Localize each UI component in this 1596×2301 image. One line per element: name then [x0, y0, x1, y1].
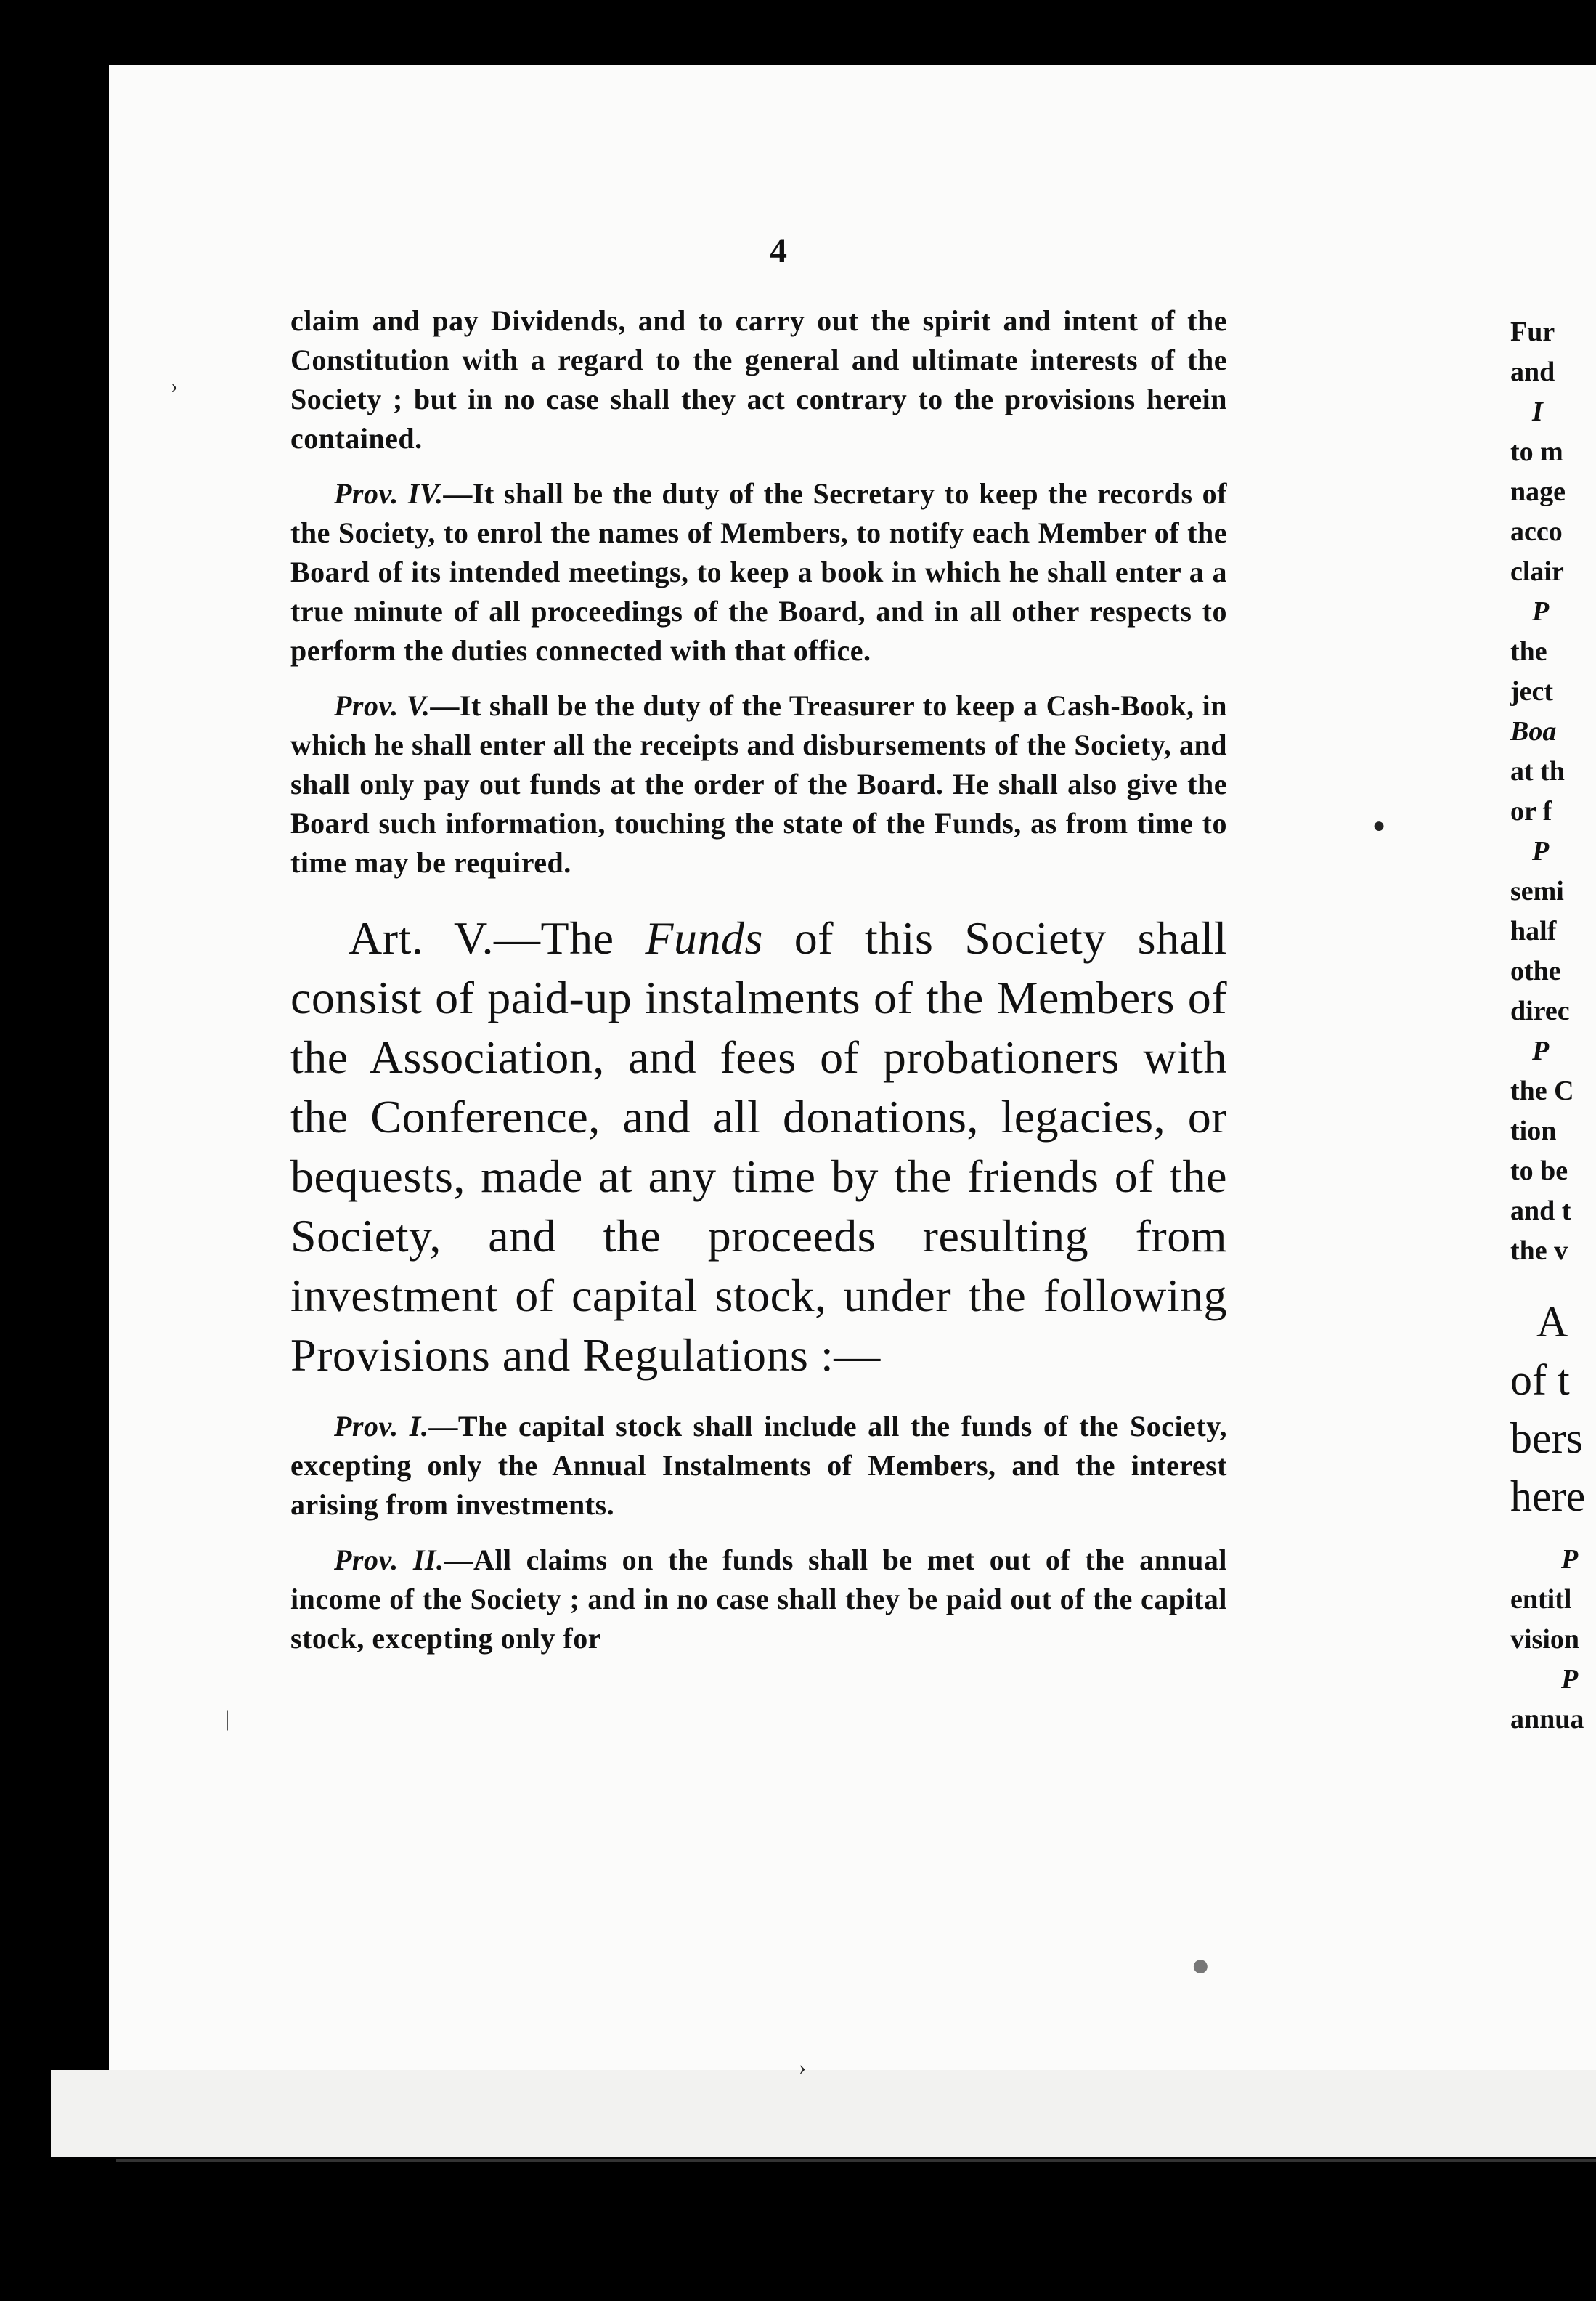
provision-iv-paragraph — [290, 474, 1227, 670]
main-text-column — [290, 301, 1227, 1658]
right-line: A — [1536, 1298, 1568, 1346]
right-line: tion — [1510, 1116, 1557, 1146]
right-line: at th — [1510, 756, 1565, 787]
right-line: clair — [1510, 556, 1564, 587]
provision-i-text: —The capital stock shall include all the funds of the Society, excepting only the Annual Instalments of Members, and the interest arising from investments. — [290, 1410, 1227, 1521]
provision-i-label: Prov. I. — [334, 1410, 429, 1442]
right-line: P — [1532, 836, 1550, 867]
right-line: nage — [1510, 476, 1566, 507]
right-line: the C — [1510, 1076, 1574, 1106]
right-line: othe — [1510, 956, 1561, 986]
provision-ii-label: Prov. II. — [334, 1543, 444, 1576]
article-v-label: Art. V. — [349, 912, 494, 964]
right-line: or f — [1510, 796, 1552, 827]
right-line: P — [1561, 1544, 1579, 1575]
right-line: of t — [1510, 1356, 1570, 1404]
provision-i-paragraph — [290, 1407, 1227, 1525]
right-line: Boa — [1510, 716, 1557, 747]
right-line: semi — [1510, 876, 1564, 906]
right-line: half — [1510, 916, 1557, 946]
scan-speck: › — [171, 374, 178, 398]
right-line: I — [1532, 397, 1543, 427]
right-line: entitl — [1510, 1584, 1572, 1615]
right-line: bers — [1510, 1414, 1583, 1462]
right-line: ject — [1510, 676, 1554, 707]
provision-v-label: Prov. V. — [334, 689, 431, 722]
article-v-funds: Funds — [645, 912, 763, 964]
right-line: and t — [1510, 1196, 1571, 1226]
article-v-text: of this Society shall consist of paid-up instalments of the Members of the Association, and fees of probationers with the Conference, and all donations, legacies, or bequests, made at any time by the friends of the Society, and the proceeds resulting from investment of capital stock, under the following Provisions and Regulations :— — [290, 912, 1227, 1381]
right-line: P — [1532, 1036, 1550, 1066]
provision-iv-label: Prov. IV. — [334, 477, 444, 510]
right-line: the v — [1510, 1235, 1568, 1266]
page-number: 4 — [770, 232, 787, 270]
continuation-paragraph: claim and pay Dividends, and to carry out the spirit and intent of the Constitution with a regard to the general and ultimate interests of the Society ; but in no case shall they act contrary to the provisions herein contained. — [290, 304, 1227, 455]
provision-ii-paragraph — [290, 1541, 1227, 1658]
right-line: P — [1532, 596, 1550, 627]
page-bottom-edge — [51, 2070, 1596, 2157]
right-line: here — [1510, 1472, 1586, 1520]
right-line: acco — [1510, 516, 1563, 547]
scan-speck: ● — [1372, 813, 1386, 837]
bottom-rule — [116, 2159, 1596, 2162]
provision-v-paragraph — [290, 686, 1227, 882]
scan-speck: | — [225, 1707, 230, 1731]
right-line: annua — [1510, 1704, 1584, 1734]
right-line: vision — [1510, 1624, 1580, 1655]
scan-speck: › — [799, 2056, 806, 2079]
right-line: Fur — [1510, 317, 1555, 347]
provision-ii-text: —All claims on the funds shall be met out of the annual income of the Society ; and in no case shall they be paid out of the capital stock, excepting only for — [290, 1543, 1227, 1655]
right-line: P — [1561, 1664, 1579, 1695]
right-line: to m — [1510, 437, 1563, 467]
right-page-fragment — [1510, 312, 1596, 1740]
right-line: the — [1510, 636, 1547, 667]
provision-v-text: —It shall be the duty of the Treasurer to keep a Cash-Book, in which he shall enter all the receipts and disbursements of the Society, and shall only pay out funds at the order of the Board. He shall also give the Board such information, touching the state of the Funds, as from time to time may be required. — [290, 689, 1227, 879]
scan-speck: ● — [1191, 1947, 1210, 1983]
right-line: direc — [1510, 996, 1570, 1026]
article-v-dash: —The — [494, 912, 646, 964]
right-line: to be — [1510, 1156, 1568, 1186]
provision-iv-text: —It shall be the duty of the Secretary to keep the records of the Society, to enrol the names of Members, to notify each Member of the Board of its intended meetings, to keep a book in which he shall enter a a true minute of all proceedings of the Board, and in all other respects to perform the duties connected with that office. — [290, 477, 1227, 667]
article-v-paragraph — [290, 909, 1227, 1385]
right-line: and — [1510, 357, 1555, 387]
